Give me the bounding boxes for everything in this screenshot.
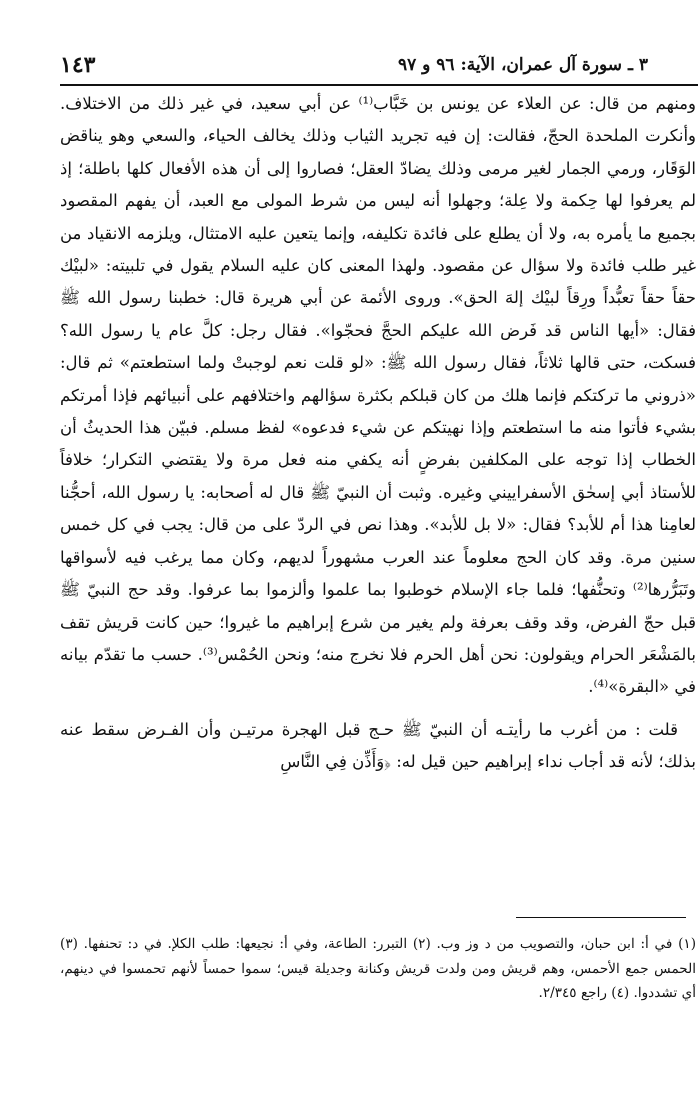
body-paragraph: قلت : من أغرب ما رأيتـه أن النبيّ ﷺ حـج قبل الهجرة مرتيـن وأن الفـرض سقط عنه بذلك؛ لأنه قد أجاب نداء إبراهيم حين قيل له: ﴿وَأَذِّن فِي النَّاسِ [60, 719, 696, 772]
main-text [60, 88, 696, 779]
footnotes [60, 932, 696, 1006]
page-number: ١٤٣ [60, 52, 96, 78]
body-paragraph: ومنهم من قال: عن العلاء عن يونس بن خَبَّاب⁽¹⁾ عن أبي سعيد، في غير ذلك من الاختلاف. وأنكرت الملحدة الحجّ، فقالت: إن فيه تجريد الثياب وذلك يخالف الحياء، والسعي وهو يناقض الوَقَار، ورمي الجمار لغير مرمى وذلك يضادّ العقل؛ فصاروا إلى أن هذه الأفعال كلها باطلة؛ إذ لم يعرفوا لها حِكمة ولا عِلة؛ وجهلوا أنه ليس من شرط المولى مع العبد، أن يفهم المقصود بجميع ما يأمره به، ولا أن يطلع على فائدة تكليفه، وإنما يتعين عليه الامتثال، ويلزمه الانقياد من غير طلب فائدة ولا سؤال عن مقصود. ولهذا المعنى كان عليه السلام يقول في تلبيته: «لبيْك حقاً حقاً تعبُّداً ورِقاً لبيْك إلهَ الحق». وروى الأئمة عن أبي هريرة قال: خطبنا رسول الله ﷺ فقال: «أيها الناس قد فَرض الله عليكم الحجَّ فحجّوا». فقال رجل: كلَّ عام يا رسول الله؟ فسكت، حتى قالها ثلاثاً، فقال رسول الله ﷺ: «لو قلت نعم لوجبتْ ولما استطعتم» ثم قال: «ذروني ما تركتكم فإنما هلك من كان قبلكم بكثرة سؤالهم واختلافهم على أنبيائهم فإذا أمرتكم بشيء فأتوا منه ما استطعتم وإذا نهيتكم عن شيء فدعوه» لفظ مسلم. فبيّن هذا الحديثُ أن الخطاب إذا توجه على المكلفين بفرضٍ أنه يكفي منه فعل مرة ولا يقتضي التكرار؛ خلافاً للأستاذ أبي إسحٰق الأسفراييني وغيره. وثبت أن النبيّ ﷺ قال له أصحابه: يا رسول الله، أحجُّنا لعامِنا هذا أم للأبد؟ فقال: «لا بل للأبد». وهذا نص في الردّ على من قال: يجب في كل خمس سنين مرة. وقد كان الحج معلوماً عند العرب مشهوراً لديهم، وكان مما يرغب فيه لأسواقها وتَبَرُّرها⁽²⁾ وتحنُّفها؛ فلما جاء الإسلام خوطبوا بما علموا وألزموا بما عرفوا. وقد حج النبيّ ﷺ قبل حجّ الفرض، وقد وقف بعرفة ولم يغير من شرع إبراهيم ما غيروا؛ حين كانت قريش تقف بالمَشْعَر الحرام ويقولون: نحن أهل الحرم فلا نخرج منه؛ ونحن الحُمْس⁽³⁾. حسب ما تقدّم بيانه في «البقرة»⁽⁴⁾. [60, 94, 696, 697]
page-header [60, 50, 698, 86]
footnote-separator [516, 917, 686, 918]
running-title: ٣ ـ سورة آل عمران، الآية: ٩٦ و ٩٧ [397, 55, 648, 75]
footnote: (١) في أ: ابن حبان، والتصويب من د وز وب. (٢) التبرر: الطاعة، وفي أ: نجيعها: طلب الكلإ. في د: تحنفها. (٣) الحمس جمع الأحمس، وهم قريش ومن ولدت قريش وكنانة وجديلة قيس؛ سموا حمساً لأنهم تحمسوا في دينهم، أي تشددوا. (٤) راجع ٢/٣٤٥. [60, 936, 696, 1001]
